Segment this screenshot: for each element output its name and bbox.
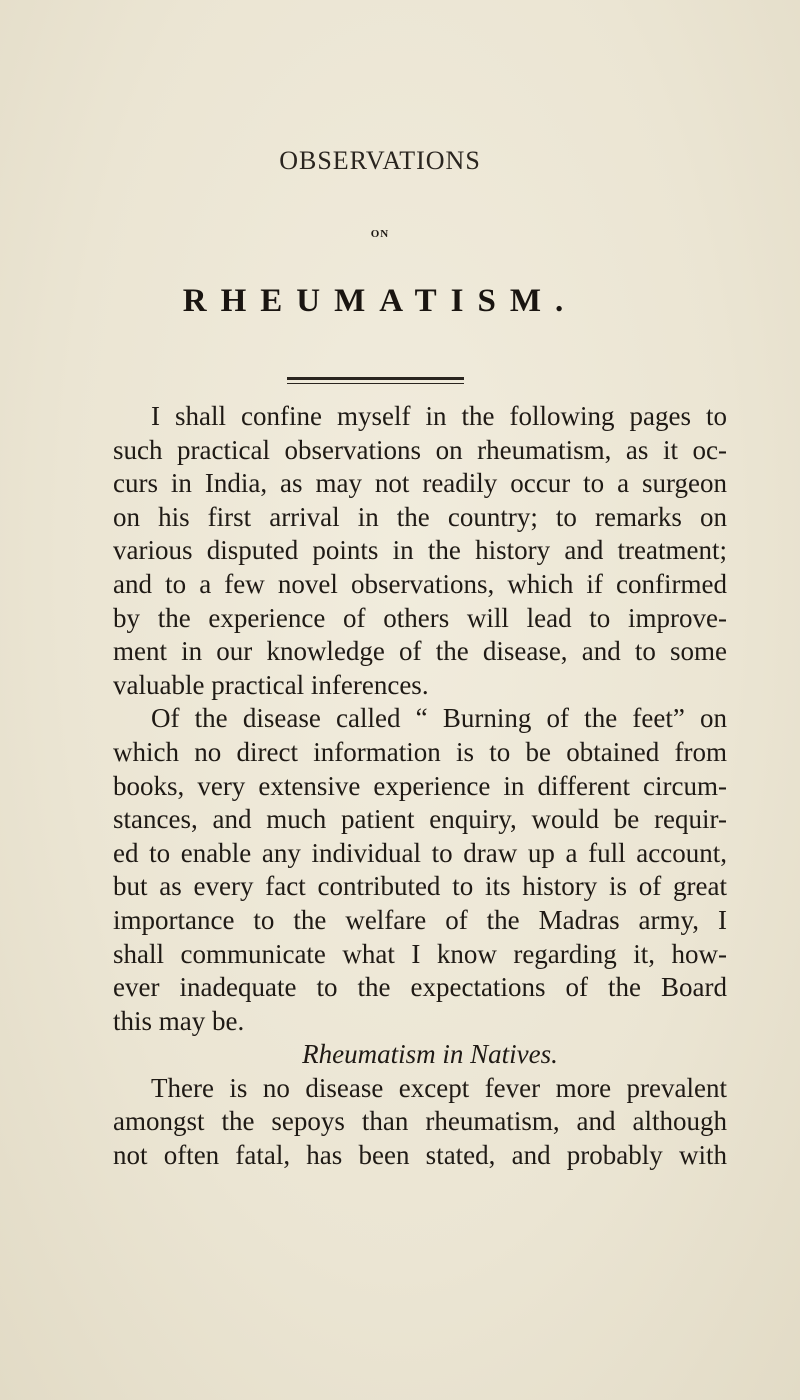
text-line: There is no disease except fever more prevalent	[151, 1072, 727, 1103]
text-line: valuable practical inferences.	[113, 669, 429, 700]
text-line: books, very extensive experience in different circum-	[113, 770, 727, 801]
paragraph-2	[113, 702, 727, 1038]
text-line: stances, and much patient enquiry, would be requir-	[113, 804, 727, 835]
section-heading: Rheumatism in Natives.	[302, 1039, 558, 1070]
text-line: not often fatal, has been stated, and probably with	[113, 1140, 727, 1171]
heading-rule	[287, 377, 464, 380]
page-title: OBSERVATIONS	[279, 146, 481, 175]
body-text	[113, 400, 727, 1173]
text-line: but as every fact contributed to its history is of great	[113, 871, 727, 902]
text-line: curs in India, as may not readily occur to a surgeon	[113, 468, 727, 499]
heading-rule-thin	[287, 383, 464, 384]
subject-heading: RHEUMATISM.	[182, 283, 578, 319]
paragraph-3	[113, 1072, 727, 1173]
text-line: ment in our knowledge of the disease, and to some	[113, 636, 727, 667]
text-line: importance to the welfare of the Madras army, I	[113, 904, 727, 935]
text-line: ed to enable any individual to draw up a full account,	[113, 837, 727, 868]
text-line: shall communicate what I know regarding it, how-	[113, 938, 727, 969]
text-line: by the experience of others will lead to improve-	[113, 602, 727, 633]
text-line: such practical observations on rheumatism, as it oc-	[113, 434, 727, 465]
text-line: amongst the sepoys than rheumatism, and although	[113, 1106, 727, 1137]
title-connector: ON	[370, 228, 390, 240]
text-line: which no direct information is to be obtained from	[113, 736, 727, 767]
text-line: I shall confine myself in the following pages to	[151, 401, 727, 431]
text-line: and to a few novel observations, which if confirmed	[113, 568, 727, 599]
text-line: this may be.	[113, 1005, 245, 1036]
text-line: Of the disease called “ Burning of the feet” on	[151, 703, 727, 734]
text-line: various disputed points in the history and treatment;	[113, 535, 727, 566]
text-line: ever inadequate to the expectations of the Board	[113, 972, 727, 1003]
paragraph-1	[113, 400, 727, 702]
text-line: on his first arrival in the country; to remarks on	[113, 501, 727, 532]
